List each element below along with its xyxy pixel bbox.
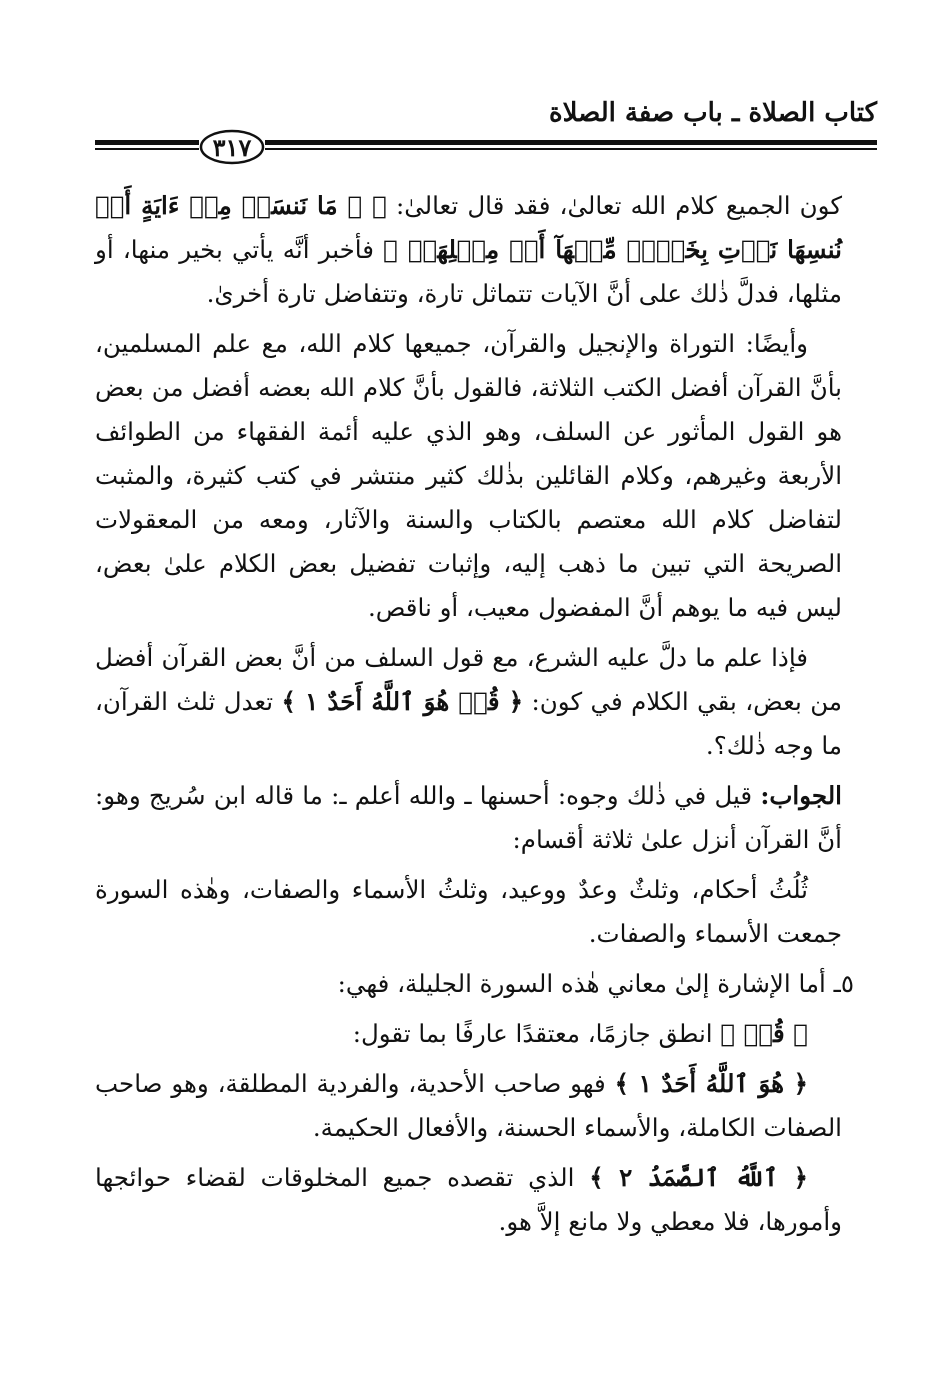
page-number-badge: [199, 128, 265, 166]
paragraph-text: كون الجميع كلام الله تعالىٰ، فقد قال تعالىٰ:: [386, 191, 842, 220]
paragraph-answer: [95, 774, 842, 862]
quran-verse: ﴿ ۞ مَا نَنسَخۡ مِنۡ ءَايَةٍ أَوۡ نُنسِهَا نَأۡتِ بِخَيۡرٖ مِّنۡهَآ أَوۡ مِثۡلِهَآۗ ﴾: [95, 191, 842, 264]
quran-verse: ﴿ قُلۡ هُوَ ٱللَّهُ أَحَدٌ ١ ﴾: [281, 687, 524, 716]
paragraph-text: فأخبر أنَّه يأتي بخير منها، أو مثلها، فدلَّ ذٰلك على أنَّ الآيات تتماثل تارة، وتتفاضل تارة أخرىٰ.: [95, 235, 842, 308]
answer-label: الجواب:: [760, 781, 842, 810]
paragraph-text: الذي تقصده جميع المخلوقات لقضاء حوائجها وأمورها، فلا معطي ولا مانع إلاَّ هو.: [95, 1163, 842, 1236]
paragraph-text: انطق جازمًا، معتقدًا عارفًا بما تقول:: [352, 1019, 721, 1048]
paragraph-text: تعدل ثلث القرآن، ما وجه ذٰلك؟.: [95, 687, 842, 760]
paragraph-text: فهو صاحب الأحدية، والفردية المطلقة، وهو صاحب الصفات الكاملة، والأسماء الحسنة، والأفعال الحكيمة.: [95, 1069, 842, 1142]
page-body: [95, 184, 854, 1250]
page-header: [95, 98, 877, 164]
running-title: كتاب الصلاة ـ باب صفة الصلاة: [549, 98, 877, 128]
numbered-point-5: ٥ـ أما الإشارة إلىٰ معاني هٰذه السورة الجليلة، فهي:: [337, 969, 854, 998]
quran-verse: ﴿ قُلۡ ﴾: [720, 1019, 808, 1048]
paragraph-8: [95, 1062, 842, 1150]
quran-verse: ﴿ هُوَ ٱللَّهُ أَحَدٌ ١ ﴾: [614, 1069, 808, 1098]
quran-verse: ﴿ ٱللَّهُ ٱلصَّمَدُ ٢ ﴾: [589, 1163, 808, 1192]
paragraph-text: فإذا علم ما دلَّ عليه الشرع، مع قول السلف من أنَّ بعض القرآن أفضل من بعض، بقي الكلام في كون:: [95, 643, 843, 716]
paragraph-7: [95, 1012, 842, 1056]
paragraph-text: قيل في ذٰلك وجوه: أحسنها ـ والله أعلم ـ: ما قاله ابن سُريج وهو: أنَّ القرآن أنزل علىٰ ثلاثة أقسام:: [95, 781, 842, 854]
paragraph-3: [95, 636, 842, 768]
paragraph-5: ثُلُثُ أحكام، وثلثٌ وعدٌ ووعيد، وثلثُ الأسماء والصفات، وهٰذه السورة جمعت الأسماء والصفات.: [95, 875, 842, 948]
paragraph-2: وأيضًا: التوراة والإنجيل والقرآن، جميعها كلام الله، مع علم المسلمين، بأنَّ القرآن أفضل الكتب الثلاثة، فالقول بأنَّ كلام الله بعضه أفضل من بعض هو القول المأثور عن السلف، وهو الذي عليه أئمة الفقهاء من الطوائف الأربعة وغيرهم، وكلام القائلين بذٰلك كثير منتشر في كتب كثيرة، والمثبت لتفاضل كلام الله معتصم بالكتاب والسنة والآثار، ومعه من المعقولات الصريحة التي تبين ما ذهب إليه، وإثبات تفضيل بعض الكلام علىٰ بعض، ليس فيه ما يوهم أنَّ المفضول معيب، أو ناقص.: [95, 329, 842, 622]
page-number: ٣١٧: [212, 132, 252, 162]
paragraph-1: [95, 184, 842, 316]
paragraph-9: [95, 1156, 842, 1244]
